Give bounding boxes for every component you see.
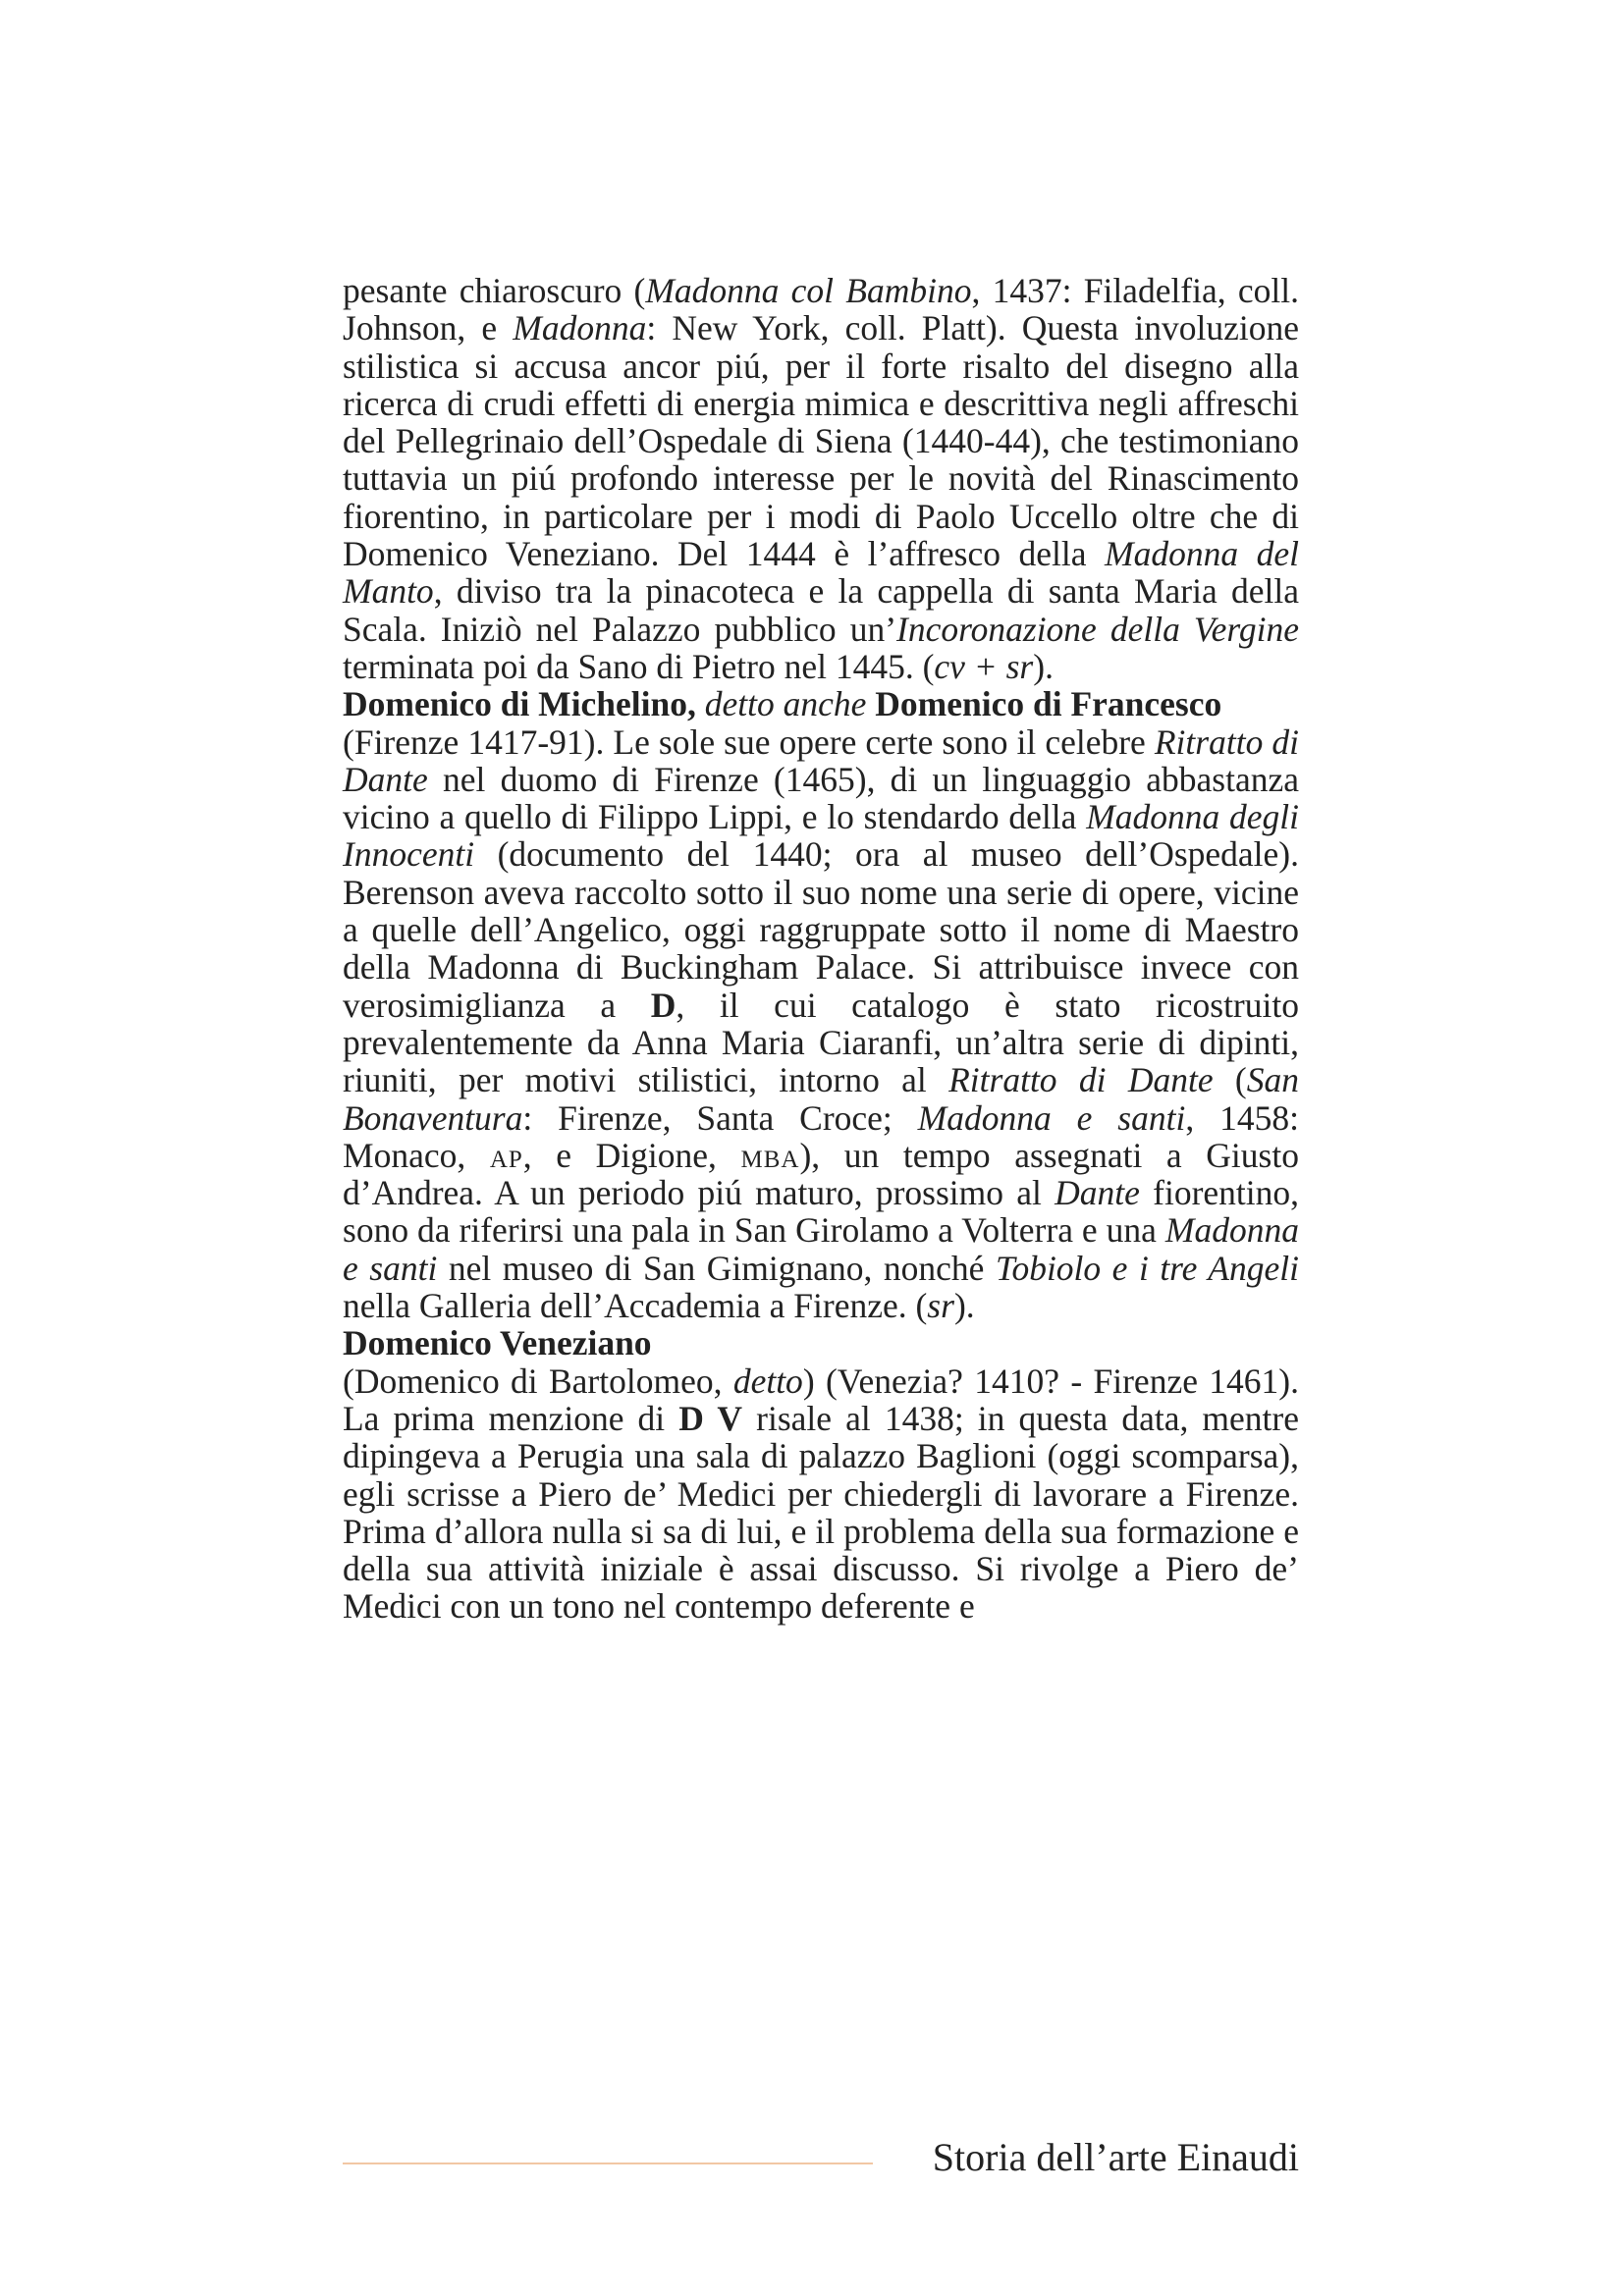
abbreviation: D V — [678, 1398, 743, 1438]
text-run: (Domenico di Bartolomeo, — [343, 1361, 733, 1401]
text-run: nella Galleria dell’Accademia a Firenze. ( — [343, 1286, 928, 1326]
text-run: ) (Venezia? 1410? - Firenze 1461). La prima menzione di — [343, 1361, 1299, 1438]
entry-name: Domenico Veneziano — [343, 1323, 652, 1363]
text-run: ). — [953, 1286, 975, 1326]
entry-note: detto anche — [695, 684, 876, 724]
text-run: nel museo di San Gimignano, nonché — [437, 1248, 996, 1288]
artwork-title: Madonna e santi — [917, 1097, 1186, 1138]
author-initials: sr — [927, 1286, 954, 1326]
text-run: : Firenze, Santa Croce; — [522, 1097, 918, 1138]
artwork-title: Madonna e santi — [343, 1210, 1299, 1288]
text-run: ), un tempo assegnati a Giusto d’Andrea. A un periodo piú maturo, prossimo al — [343, 1135, 1299, 1213]
text-run: : New York, coll. Platt). Questa involuzione stilistica si accusa ancor piú, per il forte risalto del disegno alla ricerca di crudi effetti di energia mimica e descrittiva negli affreschi del Pellegrinaio dell’Ospedale di Siena (1440-44), che testimoniano tuttavia un piú profondo interesse per le novità del Rinascimento fiorentino, in particolare per i modi di Paolo Uccello oltre che di Domenico Veneziano. Del 1444 è l’affresco della — [343, 308, 1300, 574]
text-run: fiorentino, sono da riferirsi una pala in San Girolamo a Volterra e una — [343, 1173, 1299, 1251]
artwork-title: Madonna — [513, 308, 647, 348]
page-text — [343, 272, 1299, 1626]
text-run: (documento del 1440; ora al museo dell’Ospedale). Berenson aveva raccolto sotto il suo nome una serie di opere, vicine a quelle dell’Angelico, oggi raggruppate sotto il nome di Maestro della Madonna di Buckingham Palace. Si attribuisce invece con verosimiglianza a — [343, 834, 1299, 1025]
text-run: , 1437: Filadelfia, coll. Johnson, e — [343, 271, 1299, 348]
text-run: ( — [1213, 1060, 1247, 1100]
text-run: , e Digione, — [522, 1135, 741, 1175]
artwork-title: Tobiolo e i tre Angeli — [995, 1248, 1299, 1288]
text-run: nel duomo di Firenze (1465), di un linguaggio abbastanza vicino a quello di Filippo Lippi, e lo stendardo della — [343, 759, 1299, 837]
footer-rule — [343, 2163, 873, 2164]
museum-abbreviation: mba — [740, 1135, 800, 1175]
text-run: pesante chiaroscuro ( — [343, 271, 646, 310]
artwork-title: Madonna del Manto — [343, 534, 1299, 612]
entry-body-michelino — [343, 723, 1299, 1325]
entry-heading-veneziano — [343, 1324, 1299, 1362]
artwork-title: Madonna degli Innocenti — [343, 797, 1300, 875]
intro-paragraph — [343, 272, 1299, 685]
text-run: ). — [1033, 646, 1054, 686]
text-run: risale al 1438; in questa data, mentre dipingeva a Perugia una sala di palazzo Baglioni (oggi scomparsa), egli scrisse a Piero de’ Medici per chiedergli di lavorare a Firenze. Prima d’allora nulla si sa di lui, e il problema della sua formazione e della sua attività iniziale è assai discusso. Si rivolge a Piero de’ Medici con un tono nel contempo deferente e — [343, 1398, 1299, 1627]
abbreviation: D — [650, 985, 676, 1025]
artwork-title: Incoronazione della Vergine — [896, 609, 1299, 649]
museum-abbreviation: ap — [489, 1135, 523, 1175]
text-run: , il cui catalogo è stato ricostruito prevalentemente da Anna Maria Ciaranfi, un’altra serie di dipinti, riuniti, per motivi stilistici, intorno al — [343, 985, 1299, 1100]
entry-body-veneziano — [343, 1362, 1299, 1626]
artwork-title: Ritratto di Dante — [343, 721, 1299, 799]
text-run: , diviso tra la pinacoteca e la cappella di santa Maria della Scala. Iniziò nel Palazzo pubblico un’ — [343, 571, 1299, 649]
artwork-title: Ritratto di Dante — [948, 1060, 1214, 1100]
text-run: terminata poi da Sano di Pietro nel 1445. ( — [343, 646, 935, 686]
author-initials: cv + sr — [934, 646, 1034, 686]
entry-name: Domenico di Michelino, — [343, 684, 696, 724]
artwork-title: Madonna col Bambino — [645, 271, 972, 310]
entry-heading-michelino — [343, 685, 1299, 722]
entry-note: detto — [732, 1361, 803, 1401]
text-run: (Firenze 1417-91). Le sole sue opere certe sono il celebre — [343, 721, 1155, 762]
artwork-title: San Bonaventura — [343, 1060, 1299, 1138]
artwork-title: Dante — [1055, 1173, 1140, 1213]
text-run: , 1458: Monaco, — [343, 1097, 1299, 1175]
footer-title: Storia dell’arte Einaudi — [932, 2135, 1299, 2179]
entry-alt-name: Domenico di Francesco — [875, 684, 1222, 724]
